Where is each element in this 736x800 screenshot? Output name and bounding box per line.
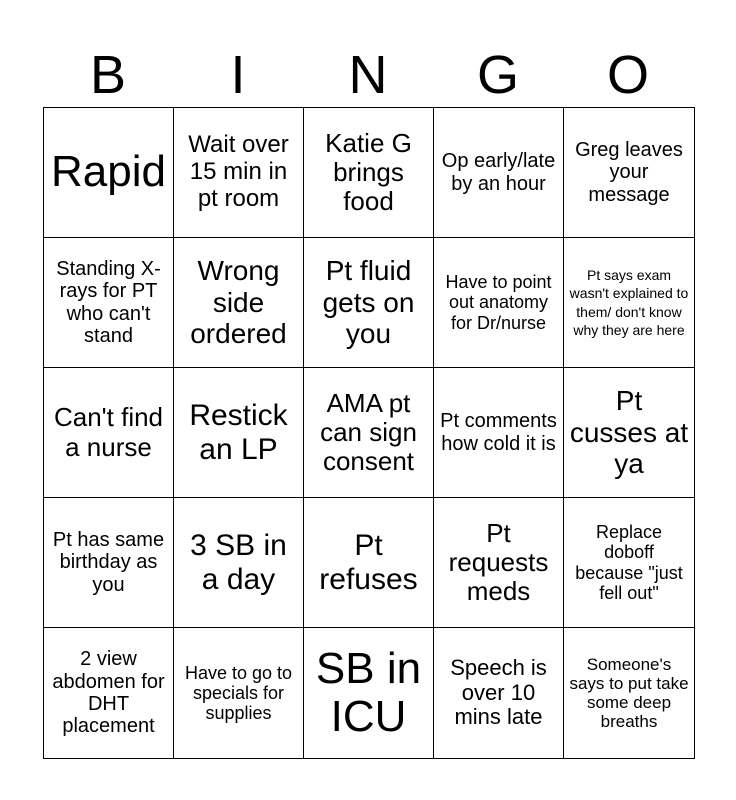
bingo-cell[interactable]: Katie G brings food bbox=[304, 108, 434, 238]
bingo-cell[interactable]: Someone's says to put take some deep breaths bbox=[569, 654, 689, 732]
bingo-cell[interactable]: Pt cusses at ya bbox=[564, 368, 694, 498]
bingo-cell[interactable]: Pt fluid gets on you bbox=[304, 238, 434, 368]
bingo-cell[interactable]: Pt has same birthday as you bbox=[44, 498, 174, 628]
bingo-cell[interactable]: Have to go to specials for supplies bbox=[174, 628, 304, 758]
bingo-cell[interactable]: Rapid bbox=[44, 108, 174, 238]
bingo-board bbox=[43, 107, 695, 759]
header-letter-n: N bbox=[348, 45, 388, 105]
header-letter-b: B bbox=[89, 45, 127, 105]
bingo-cell[interactable]: SB in ICU bbox=[304, 628, 434, 758]
header-letter-g: G bbox=[476, 45, 519, 105]
header-letter-o: O bbox=[606, 45, 649, 105]
bingo-cell[interactable]: Standing X-rays for PT who can't stand bbox=[44, 238, 174, 368]
bingo-cell[interactable]: 2 view abdomen for DHT placement bbox=[44, 628, 174, 758]
header-letter-i: I bbox=[230, 45, 246, 105]
bingo-cell[interactable]: Restick an LP bbox=[174, 368, 304, 498]
bingo-cell[interactable]: Pt says exam wasn't explained to them/ don't know why they are here bbox=[564, 238, 694, 368]
bingo-cell[interactable]: Greg leaves your message bbox=[564, 108, 694, 238]
bingo-header bbox=[43, 42, 693, 108]
bingo-cell[interactable]: Can't find a nurse bbox=[44, 368, 174, 498]
bingo-cell[interactable]: Pt requests meds bbox=[434, 498, 564, 628]
bingo-cell[interactable]: AMA pt can sign consent bbox=[304, 368, 434, 498]
bingo-cell[interactable]: Have to point out anatomy for Dr/nurse bbox=[434, 238, 564, 368]
bingo-cell[interactable]: Replace doboff because "just fell out" bbox=[564, 498, 694, 628]
bingo-cell[interactable]: Op early/late by an hour bbox=[434, 108, 564, 238]
bingo-cell[interactable]: Speech is over 10 mins late bbox=[434, 628, 564, 758]
bingo-cell[interactable]: Pt refuses bbox=[304, 498, 434, 628]
bingo-cell[interactable]: Wrong side ordered bbox=[174, 238, 304, 368]
bingo-cell[interactable]: Wait over 15 min in pt room bbox=[174, 108, 304, 238]
bingo-cell[interactable]: Pt comments how cold it is bbox=[434, 368, 564, 498]
bingo-cell[interactable]: 3 SB in a day bbox=[174, 498, 304, 628]
